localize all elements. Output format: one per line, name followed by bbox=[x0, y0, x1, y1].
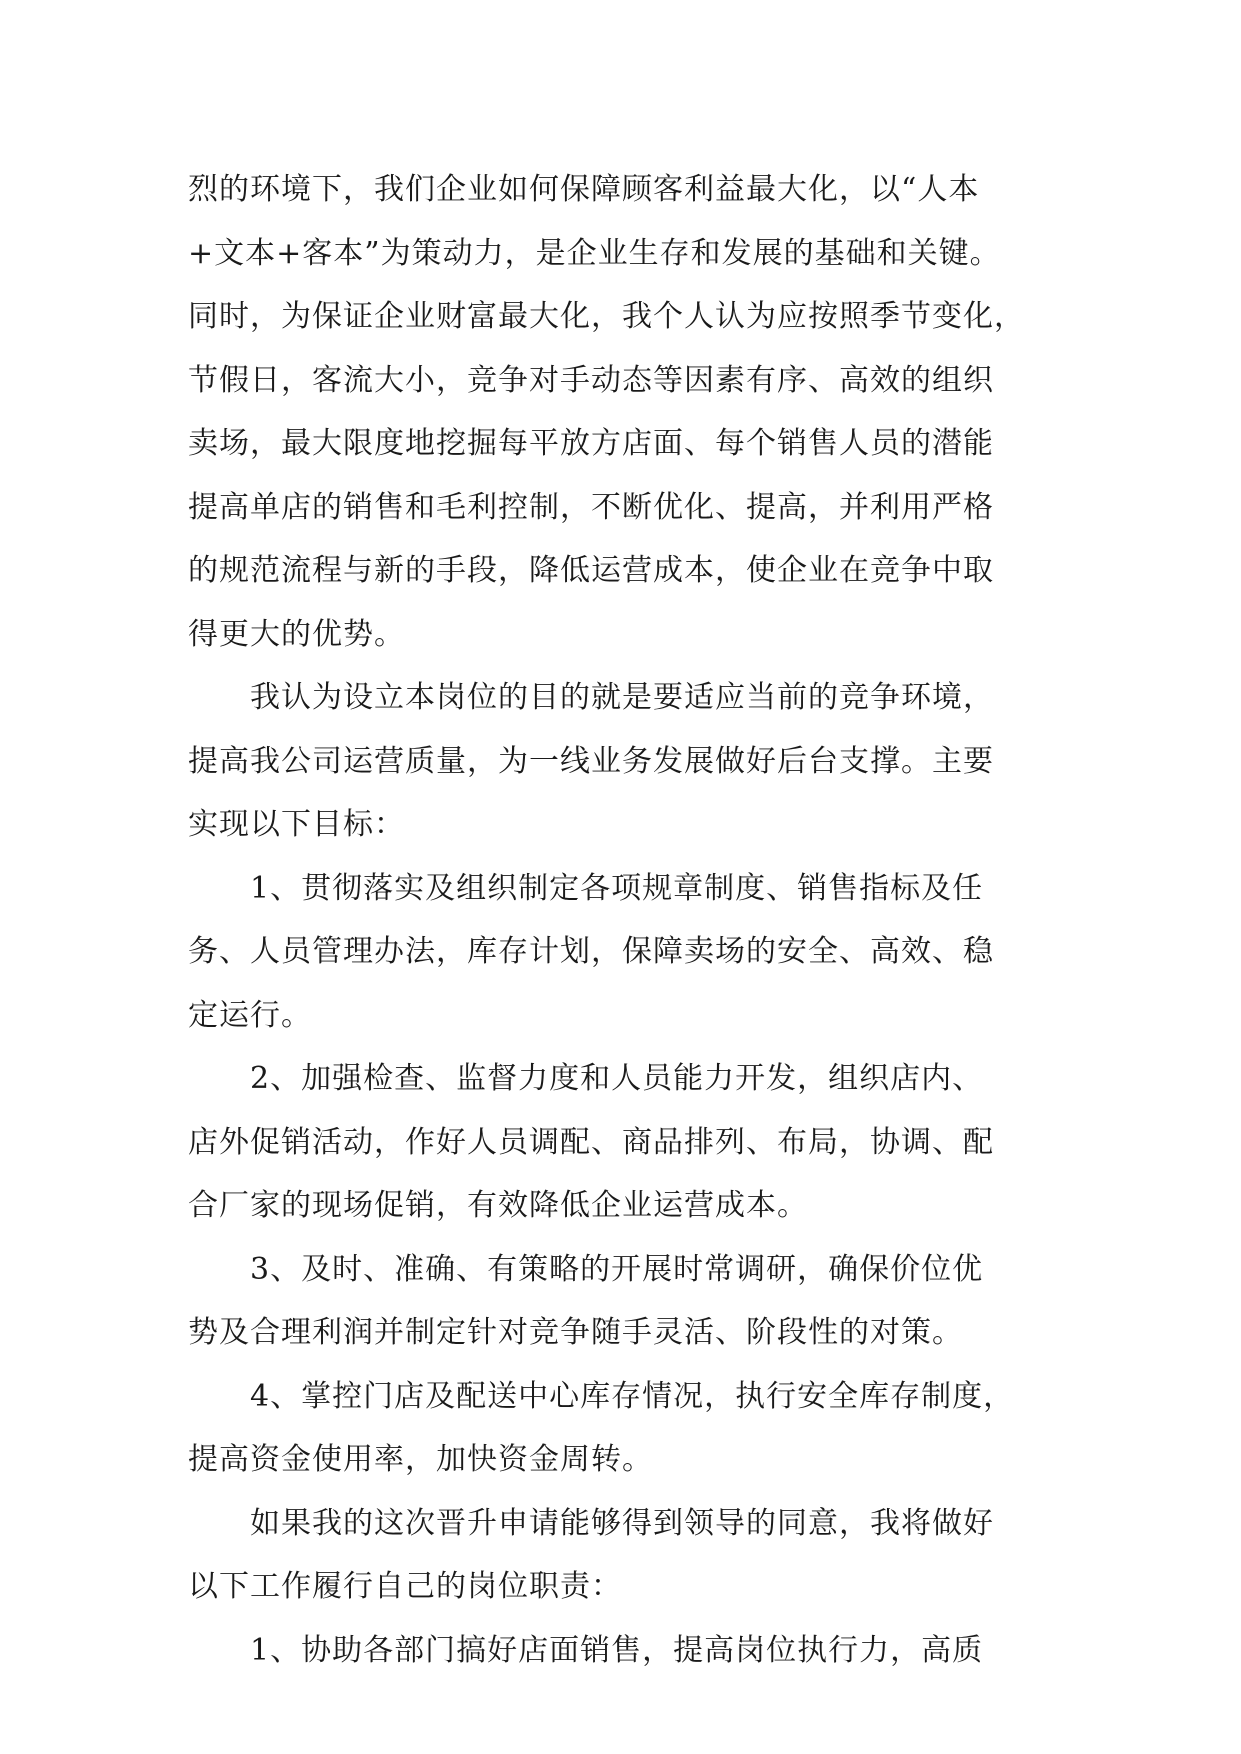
paragraph-start-line: 我认为设立本岗位的目的就是要适应当前的竞争环境， bbox=[250, 680, 994, 715]
paragraph-start-line: 1、贯彻落实及组织制定各项规章制度、销售指标及任 bbox=[250, 870, 984, 906]
paragraph-start-line: 2、加强检查、监督力度和人员能力开发，组织店内、 bbox=[250, 1061, 984, 1096]
text-line: 同时，为保证企业财富最大化，我个人认为应按照季节变化， bbox=[188, 299, 1025, 334]
text-line: 势及合理利润并制定针对竞争随手灵活、阶段性的对策。 bbox=[188, 1315, 963, 1350]
text-line: 烈的环境下，我们企业如何保障顾客利益最大化，以“人本 bbox=[188, 172, 980, 207]
text-line: 务、人员管理办法，库存计划，保障卖场的安全、高效、稳 bbox=[188, 934, 994, 969]
text-line: 卖场，最大限度地挖掘每平放方店面、每个销售人员的潜能 bbox=[188, 426, 994, 461]
text-line: +文本+客本”为策动力，是企业生存和发展的基础和关键。 bbox=[188, 235, 1001, 271]
text-line: 实现以下目标： bbox=[188, 807, 405, 842]
text-line: 得更大的优势。 bbox=[188, 616, 405, 652]
text-line: 定运行。 bbox=[188, 997, 312, 1033]
paragraph-start-line: 1、协助各部门搞好店面销售，提高岗位执行力，高质 bbox=[250, 1632, 984, 1668]
text-line: 店外促销活动，作好人员调配、商品排列、布局，协调、配 bbox=[188, 1124, 994, 1160]
paragraph-start-line: 4、掌控门店及配送中心库存情况，执行安全库存制度， bbox=[250, 1378, 1015, 1414]
text-line: 节假日，客流大小，竞争对手动态等因素有序、高效的组织 bbox=[188, 362, 994, 398]
paragraph-start-line: 3、及时、准确、有策略的开展时常调研，确保价位优 bbox=[250, 1251, 984, 1287]
document-page bbox=[188, 158, 1048, 1682]
text-line: 的规范流程与新的手段，降低运营成本，使企业在竞争中取 bbox=[188, 553, 994, 588]
text-line: 提高资金使用率，加快资金周转。 bbox=[188, 1442, 653, 1477]
paragraph-start-line: 如果我的这次晋升申请能够得到领导的同意，我将做好 bbox=[250, 1505, 994, 1541]
text-line: 以下工作履行自己的岗位职责： bbox=[188, 1569, 622, 1604]
text-line: 提高我公司运营质量，为一线业务发展做好后台支撑。主要 bbox=[188, 743, 994, 779]
text-line: 合厂家的现场促销，有效降低企业运营成本。 bbox=[188, 1188, 808, 1223]
text-line: 提高单店的销售和毛利控制，不断优化、提高，并利用严格 bbox=[188, 489, 994, 525]
